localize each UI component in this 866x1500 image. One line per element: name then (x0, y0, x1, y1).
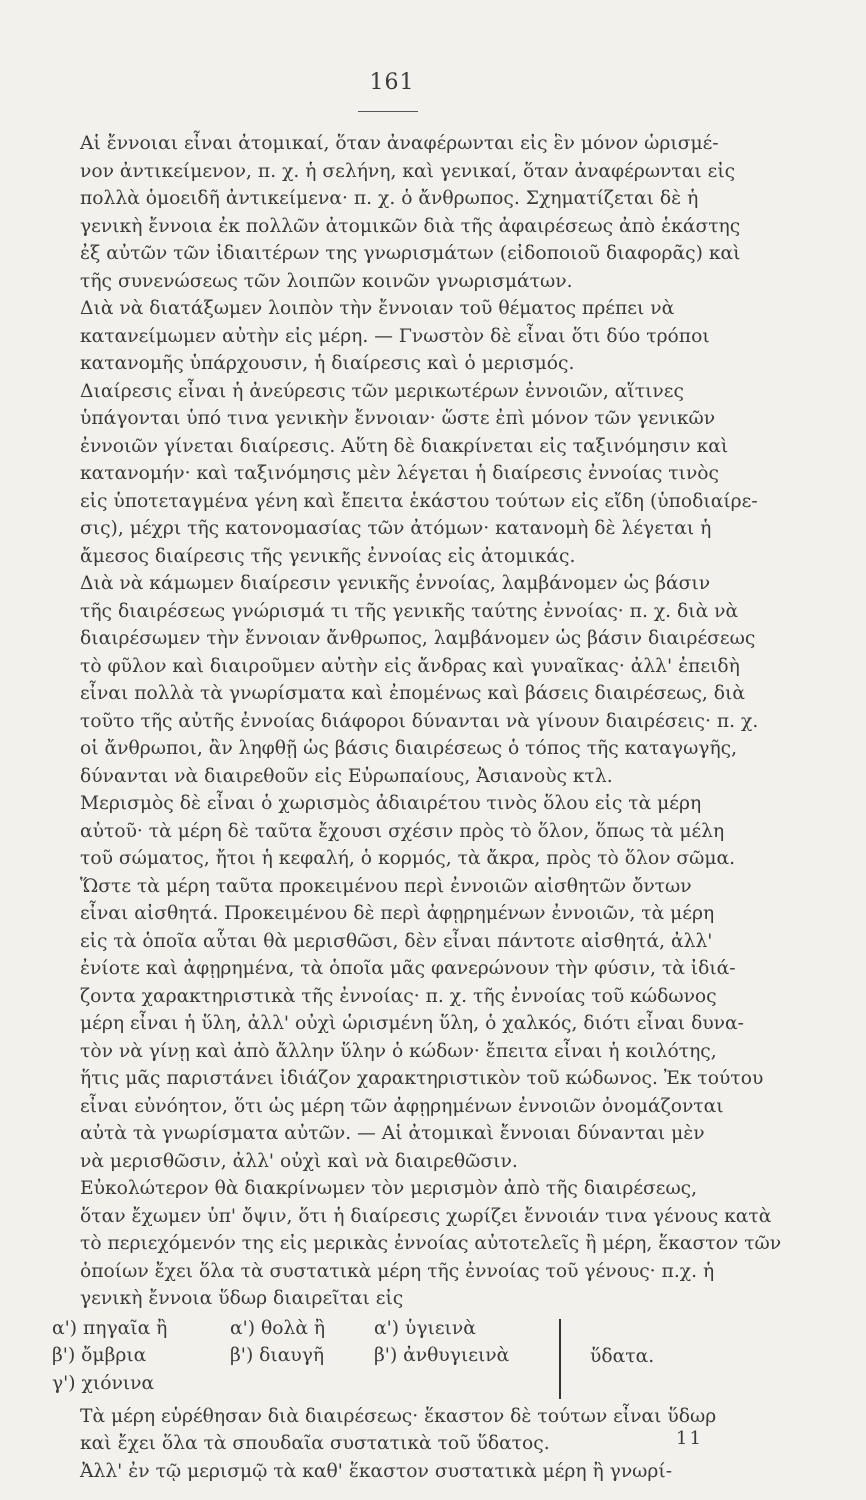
text-line: κατανομῆς ὑπάρχουσιν, ἡ διαίρεσις καὶ ὁ μερισμός. (80, 353, 575, 374)
text-line: εἶναι αἰσθητά. Προκειμένου δὲ περὶ ἀφῃρημένων ἐννοιῶν, τὰ μέρη (80, 903, 715, 924)
list-item: α') ὑγιεινὰ (374, 1317, 476, 1339)
text-line: μέρη εἶναι ἡ ὕλη, ἀλλ' οὐχὶ ὡρισμένη ὕλη, ὁ χαλκός, διότι εἶναι δυνα- (80, 1013, 744, 1034)
paragraph-division (52, 378, 762, 571)
text-line: νον ἀντικείμενον, π. χ. ἡ σελήνη, καὶ γενικαί, ὅταν ἀναφέρωνται εἰς (80, 160, 736, 182)
text-line: γενικὴ ἔννοια ἐκ πολλῶν ἀτομικῶν διὰ τῆς ἀφαιρέσεως ἀπὸ ἑκάστης (80, 215, 741, 237)
text-line: τὸν νὰ γίνῃ καὶ ἀπὸ ἄλλην ὕλην ὁ κώδων· ἔπειτα εἶναι ἡ κοιλότης, (80, 1040, 717, 1062)
list-column-clarity (230, 1315, 325, 1370)
text-line: ἥτις μᾶς παριστάνει ἰδιάζον χαρακτηριστικὸν τοῦ κώδωνος. Ἐκ τούτου (80, 1068, 764, 1089)
list-column-sources (52, 1315, 167, 1398)
text-line: δύνανται νὰ διαιρεθοῦν εἰς Εὐρωπαίους, Ἀσιανοὺς κτλ. (80, 765, 613, 787)
text-line: κατανομήν· καὶ ταξινόμησις μὲν λέγεται ἡ διαίρεσις ἐννοίας τινὸς (80, 463, 720, 484)
text-line: ἐξ αὐτῶν τῶν ἰδιαιτέρων της γνωρισμάτων (εἰδοποιοῦ διαφορᾶς) καὶ (80, 243, 741, 264)
text-line: Ἀλλ' ἐν τῷ μερισμῷ τὰ καθ' ἕκαστον συστατικὰ μέρη ἢ γνωρί- (80, 1460, 673, 1482)
text-line: Αἱ ἔννοιαι εἶναι ἀτομικαί, ὅταν ἀναφέρωνται εἰς ἓν μόνον ὡρισμέ- (80, 133, 719, 154)
text-line: αὐτοῦ· τὰ μέρη δὲ ταῦτα ἔχουσι σχέσιν πρὸς τὸ ὅλον, ὅπως τὰ μέλη (80, 820, 725, 842)
text-line: ζοντα χαρακτηριστικὰ τῆς ἐννοίας· π. χ. τῆς ἐννοίας τοῦ κώδωνος (80, 985, 717, 1007)
text-line: Τὰ μέρη εὑρέθησαν διὰ διαιρέσεως· ἕκαστον δὲ τούτων εἶναι ὕδωρ (80, 1405, 717, 1427)
list-column-health (374, 1315, 509, 1370)
text-line: τοῦ σώματος, ἤτοι ἡ κεφαλή, ὁ κορμός, τὰ ἄκρα, πρὸς τὸ ὅλον σῶμα. (80, 848, 736, 869)
list-item: β') ἀνθυγιεινὰ (374, 1345, 510, 1366)
paragraph-closing (52, 1403, 762, 1458)
paragraph-division-basis (52, 570, 762, 790)
water-division-list (52, 1315, 762, 1401)
text-line: τὸ περιεχόμενόν της εἰς μερικὰς ἐννοίας αὐτοτελεῖς ἢ μέρη, ἕκαστον τῶν (80, 1233, 782, 1254)
paragraph-individual-general-concepts (52, 130, 762, 295)
text-line: εἰς τὰ ὁποῖα αὗται θὰ μερισθῶσι, δὲν εἶναι πάντοτε αἰσθητά, ἀλλ' (80, 930, 713, 952)
paragraph-partition (52, 790, 762, 1175)
signature-mark: 11 (676, 1428, 703, 1449)
text-line: τοῦτο τῆς αὐτῆς ἐννοίας διάφοροι δύνανται νὰ γίνουν διαιρέσεις· π. χ. (80, 710, 759, 732)
text-line: αὐτὰ τὰ γνωρίσματα αὐτῶν. — Αἱ ἀτομικαὶ ἔννοιαι δύνανται μὲν (80, 1123, 705, 1144)
text-line: πολλὰ ὁμοειδῆ ἀντικείμενα· π. χ. ὁ ἄνθρωπος. Σχηματίζεται δὲ ἡ (80, 188, 699, 209)
list-item: β') διαυγῆ (230, 1345, 325, 1366)
page-number-rule (358, 111, 418, 112)
text-line: τῆς διαιρέσεως γνώρισμά τι τῆς γενικῆς ταύτης ἐννοίας· π. χ. διὰ νὰ (80, 600, 739, 622)
text-line: ὁποίων ἔχει ὅλα τὰ συστατικὰ μέρη τῆς ἐννοίας τοῦ γένους· π.χ. ἡ (80, 1260, 715, 1282)
text-line: Μερισμὸς δὲ εἶναι ὁ χωρισμὸς ἀδιαιρέτου τινὸς ὅλου εἰς τὰ μέρη (80, 793, 702, 814)
body-text (52, 130, 782, 1485)
text-line: καὶ ἔχει ὅλα τὰ σπουδαῖα συστατικὰ τοῦ ὕδατος. (80, 1433, 550, 1454)
paragraph-distribution (52, 295, 762, 378)
text-line: Διὰ νὰ κάμωμεν διαίρεσιν γενικῆς ἐννοίας, λαμβάνομεν ὡς βάσιν (80, 573, 711, 594)
text-line: ὅταν ἔχωμεν ὑπ' ὄψιν, ὅτι ἡ διαίρεσις χωρίζει ἔννοιάν τινα γένους κατὰ (80, 1205, 772, 1227)
list-result-label: ὕδατα. (590, 1345, 655, 1367)
text-line: σις), μέχρι τῆς κατονομασίας τῶν ἀτόμων· κατανομὴ δὲ λέγεται ἡ (80, 518, 712, 539)
text-line: νὰ μερισθῶσιν, ἀλλ' οὐχὶ καὶ νὰ διαιρεθῶσιν. (80, 1150, 518, 1172)
text-line: εἶναι πολλὰ τὰ γνωρίσματα καὶ ἐπομένως καὶ βάσεις διαιρέσεως, διὰ (80, 683, 745, 704)
text-line: Ὥστε τὰ μέρη ταῦτα προκειμένου περὶ ἐννοιῶν αἰσθητῶν ὄντων (80, 875, 692, 897)
text-line: οἱ ἄνθρωποι, ἂν ληφθῇ ὡς βάσις διαιρέσεως ὁ τόπος τῆς καταγωγῆς, (80, 738, 738, 759)
paragraph-partition-vs-division (52, 1175, 782, 1313)
text-line: διαιρέσωμεν τὴν ἔννοιαν ἄνθρωπος, λαμβάνομεν ὡς βάσιν διαιρέσεως (80, 628, 756, 649)
text-line: εἰς ὑποτεταγμένα γένη καὶ ἔπειτα ἑκάστου τούτων εἰς εἴδη (ὑποδιαίρε- (80, 490, 758, 512)
text-line: τῆς συνενώσεως τῶν λοιπῶν κοινῶν γνωρισμάτων. (80, 270, 573, 292)
text-line: γενικὴ ἔννοια ὕδωρ διαιρεῖται εἰς (80, 1288, 404, 1309)
text-line: εἶναι εὐνόητον, ὅτι ὡς μέρη τῶν ἀφῃρημένων ἐννοιῶν ὀνομάζονται (80, 1095, 724, 1117)
list-item: α') θολὰ ἢ (230, 1317, 326, 1339)
text-line: ὑπάγονται ὑπό τινα γενικὴν ἔννοιαν· ὥστε ἐπὶ μόνον τῶν γενικῶν (80, 408, 716, 429)
paragraph-final (52, 1458, 762, 1486)
text-line: Εὐκολώτερον θὰ διακρίνωμεν τὸν μερισμὸν ἀπὸ τῆς διαιρέσεως, (80, 1178, 698, 1199)
text-line: τὸ φῦλον καὶ διαιροῦμεν αὐτὴν εἰς ἄνδρας καὶ γυναῖκας· ἀλλ' ἐπειδὴ (80, 655, 740, 677)
list-item: γ') χιόνινα (52, 1372, 155, 1394)
text-line: Διαίρεσις εἶναι ἡ ἀνεύρεσις τῶν μερικωτέρων ἐννοιῶν, αἵτινες (80, 380, 684, 402)
text-line: ἐννοιῶν γίνεται διαίρεσις. Αὕτη δὲ διακρίνεται εἰς ταξινόμησιν καὶ (80, 435, 729, 457)
text-line: ἐνίοτε καὶ ἀφῃρημένα, τὰ ὁποῖα μᾶς φανερώνουν τὴν φύσιν, τὰ ἰδιά- (80, 958, 736, 979)
text-line: κατανείμωμεν αὐτὴν εἰς μέρη. — Γνωστὸν δὲ εἶναι ὅτι δύο τρόποι (80, 325, 710, 347)
text-line: Διὰ νὰ διατάξωμεν λοιπὸν τὴν ἔννοιαν τοῦ θέματος πρέπει νὰ (80, 298, 675, 319)
page-number: 161 (369, 70, 415, 95)
list-item: β') ὄμβρια (52, 1345, 147, 1366)
list-item: α') πηγαῖα ἢ (52, 1317, 168, 1339)
text-line: ἄμεσος διαίρεσις τῆς γενικῆς ἐννοίας εἰς ἀτομικάς. (80, 545, 576, 567)
bracket-line (559, 1319, 561, 1399)
